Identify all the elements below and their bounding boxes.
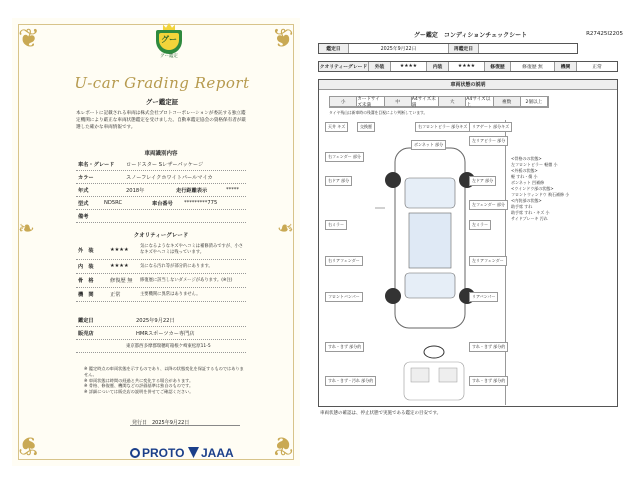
damage-label: すれ・きず 部分的 xyxy=(469,376,508,386)
damage-label: 右ドア 部分 xyxy=(325,176,352,186)
damage-label: 右フェンダー 部分 xyxy=(325,152,364,162)
flourish-top-left: ❦ xyxy=(18,24,40,54)
sheet-title: グー鑑定 コンディションチェックシート xyxy=(413,32,528,39)
cabin xyxy=(409,213,451,268)
damage-label: 左ドア 部分 xyxy=(469,176,496,186)
damage-label: 左リアフェンダー xyxy=(469,256,507,266)
certificate-body: 本レポートに記載される車両は株式会社プロトコーポレーションが委託する独立鑑定機関により厳正な車両状態鑑定を受けました。自動車鑑定協会の資格保有者が厳選した確かな車両情報です。 xyxy=(76,111,246,130)
date-header-row: 鑑定日 2025年9月22日 再鑑定日 xyxy=(318,43,578,54)
row-color: カラー スノーフレイクホワイトパールマイカ xyxy=(76,171,246,184)
grade-interior: 内 装 ★★★★ 気になる汚れ等が部分的にあります。 xyxy=(76,260,246,274)
interior-diagram xyxy=(389,342,479,402)
damage-label: リアバンパー xyxy=(469,292,498,302)
flourish-top-right: ❦ xyxy=(272,24,294,54)
proto-logo: PROTO xyxy=(130,446,184,460)
damage-label: すれ・きず 部分的 xyxy=(325,342,364,352)
rear-left-wheel xyxy=(385,288,401,304)
quality-grade-row: クオリティーグレード 外装 ★★★★ 内装 ★★★★ 修復歴 修復歴 無 機関 正常 xyxy=(318,61,618,72)
appraisal-date-row: 鑑定日 2025年9月22日 xyxy=(76,314,246,327)
damage-label: 右フロントピラー 部分キズ xyxy=(415,122,470,132)
sheet-number: R27425I2205 xyxy=(586,31,623,37)
certificate-subtitle: グー鑑定証 xyxy=(145,98,179,106)
damage-label: ボンネット 部分 xyxy=(411,140,446,150)
row-year: 年式 2018年 走行距離表示 ***** xyxy=(76,184,246,197)
sheet-footer: 車両状態の確認は、停止状態で実施である鑑定の目安です。 xyxy=(320,411,442,416)
grading-certificate xyxy=(12,18,300,466)
flourish-bottom-left: ❦ xyxy=(18,430,40,460)
damage-label: 左リアピラー 部分 xyxy=(469,136,508,146)
condition-notes: <骨格のの状態> 左フロントピラー 軽微 小 <外板の状態> 軽 すれ・傷 小 ボンネット 凹補修 <ウインドウ部の状態> フロントウィンドウ 飛石補修 小 <内装部の状態> 助手席 すれ 助手席 すれ・キズ 小 サイドブレーキ 汚れ xyxy=(511,156,570,221)
grade-engine: 機 関 正常 主要機関に異常はありません。 xyxy=(76,288,246,302)
size-legend: 小 カードサイズ未満 中 A4サイズ未満 大 A4サイズ以上 複数 2個以上 xyxy=(329,96,549,108)
state-heading: 車両状態の説明 xyxy=(319,80,617,90)
certificate-title: U-car Grading Report xyxy=(74,74,250,92)
damage-label: すれ・きず 部分的 xyxy=(469,342,508,352)
dealer-address-row: 東京都西多摩郡瑞穂町箱根ケ崎東松原11-5 xyxy=(76,340,246,353)
car-top-view-diagram xyxy=(375,138,485,338)
dealer-row: 販売店 HMRスポーツカー専門店 xyxy=(76,327,246,340)
damage-label: フロントバンパー xyxy=(325,292,363,302)
damage-label: すれ・きず・汚れ 部分的 xyxy=(325,376,376,386)
condition-check-sheet xyxy=(318,30,623,450)
legend-note: タイヤ残山は新車時の残溝を目視により判断しています。 xyxy=(329,110,428,115)
vehicle-state-box xyxy=(318,79,618,407)
row-remarks: 備考 xyxy=(76,210,246,223)
damage-label: 交換歴 xyxy=(357,122,375,132)
grade-frame: 骨 格 修復歴 無 修復歴に該当しないダメージがあります。(※注) xyxy=(76,274,246,288)
damage-label: リアゲート 部分キズ xyxy=(469,122,512,132)
damage-label: 左フェンダー 部分 xyxy=(469,200,508,210)
grade-section-heading: クオリティーグレード xyxy=(133,233,189,239)
damage-label: 左ミラー xyxy=(469,220,491,230)
row-model: 型式 ND5RC 車台番号 *********775 xyxy=(76,197,246,210)
signature-line xyxy=(130,425,240,426)
front-left-wheel xyxy=(385,172,401,188)
damage-label: 右リアフェンダー xyxy=(325,256,363,266)
damage-label: 右ミラー xyxy=(325,220,347,230)
certificate-notes: ※ 鑑定時点の車両状態を示すものであり、以降の状態変化を保証するものではありません。 ※ 車両状態は時間の経過と共に変化する場合があります。 ※ 骨格、修復歴、機関などの評価基準は独自のものです。 ※ 詳細については販売店の説明を併せてご確認ください。 xyxy=(84,366,244,395)
goo-badge-icon: グー グー鑑定 xyxy=(154,22,184,58)
row-name-grade: 車名・グレード ロードスター Sレザーパッケージ xyxy=(76,158,246,171)
flourish-right: ❧ xyxy=(277,216,294,240)
windshield xyxy=(405,178,455,208)
damage-label: 天井 キズ xyxy=(325,122,348,132)
grade-exterior: 外 装 ★★★★ 気になるようなキズやヘコミは補修済みですが、小さなキズやヘコミは残っています。 xyxy=(76,242,246,260)
jaaa-logo: JAAA xyxy=(188,446,234,460)
rear-window xyxy=(405,273,455,298)
steering-wheel-icon xyxy=(424,346,444,358)
issue-date: 発行日 2025年9月22日 xyxy=(132,420,190,426)
vehicle-section-heading: 車両識別内容 xyxy=(144,151,178,157)
flourish-left: ❧ xyxy=(18,216,35,240)
flourish-bottom-right: ❦ xyxy=(272,430,294,460)
